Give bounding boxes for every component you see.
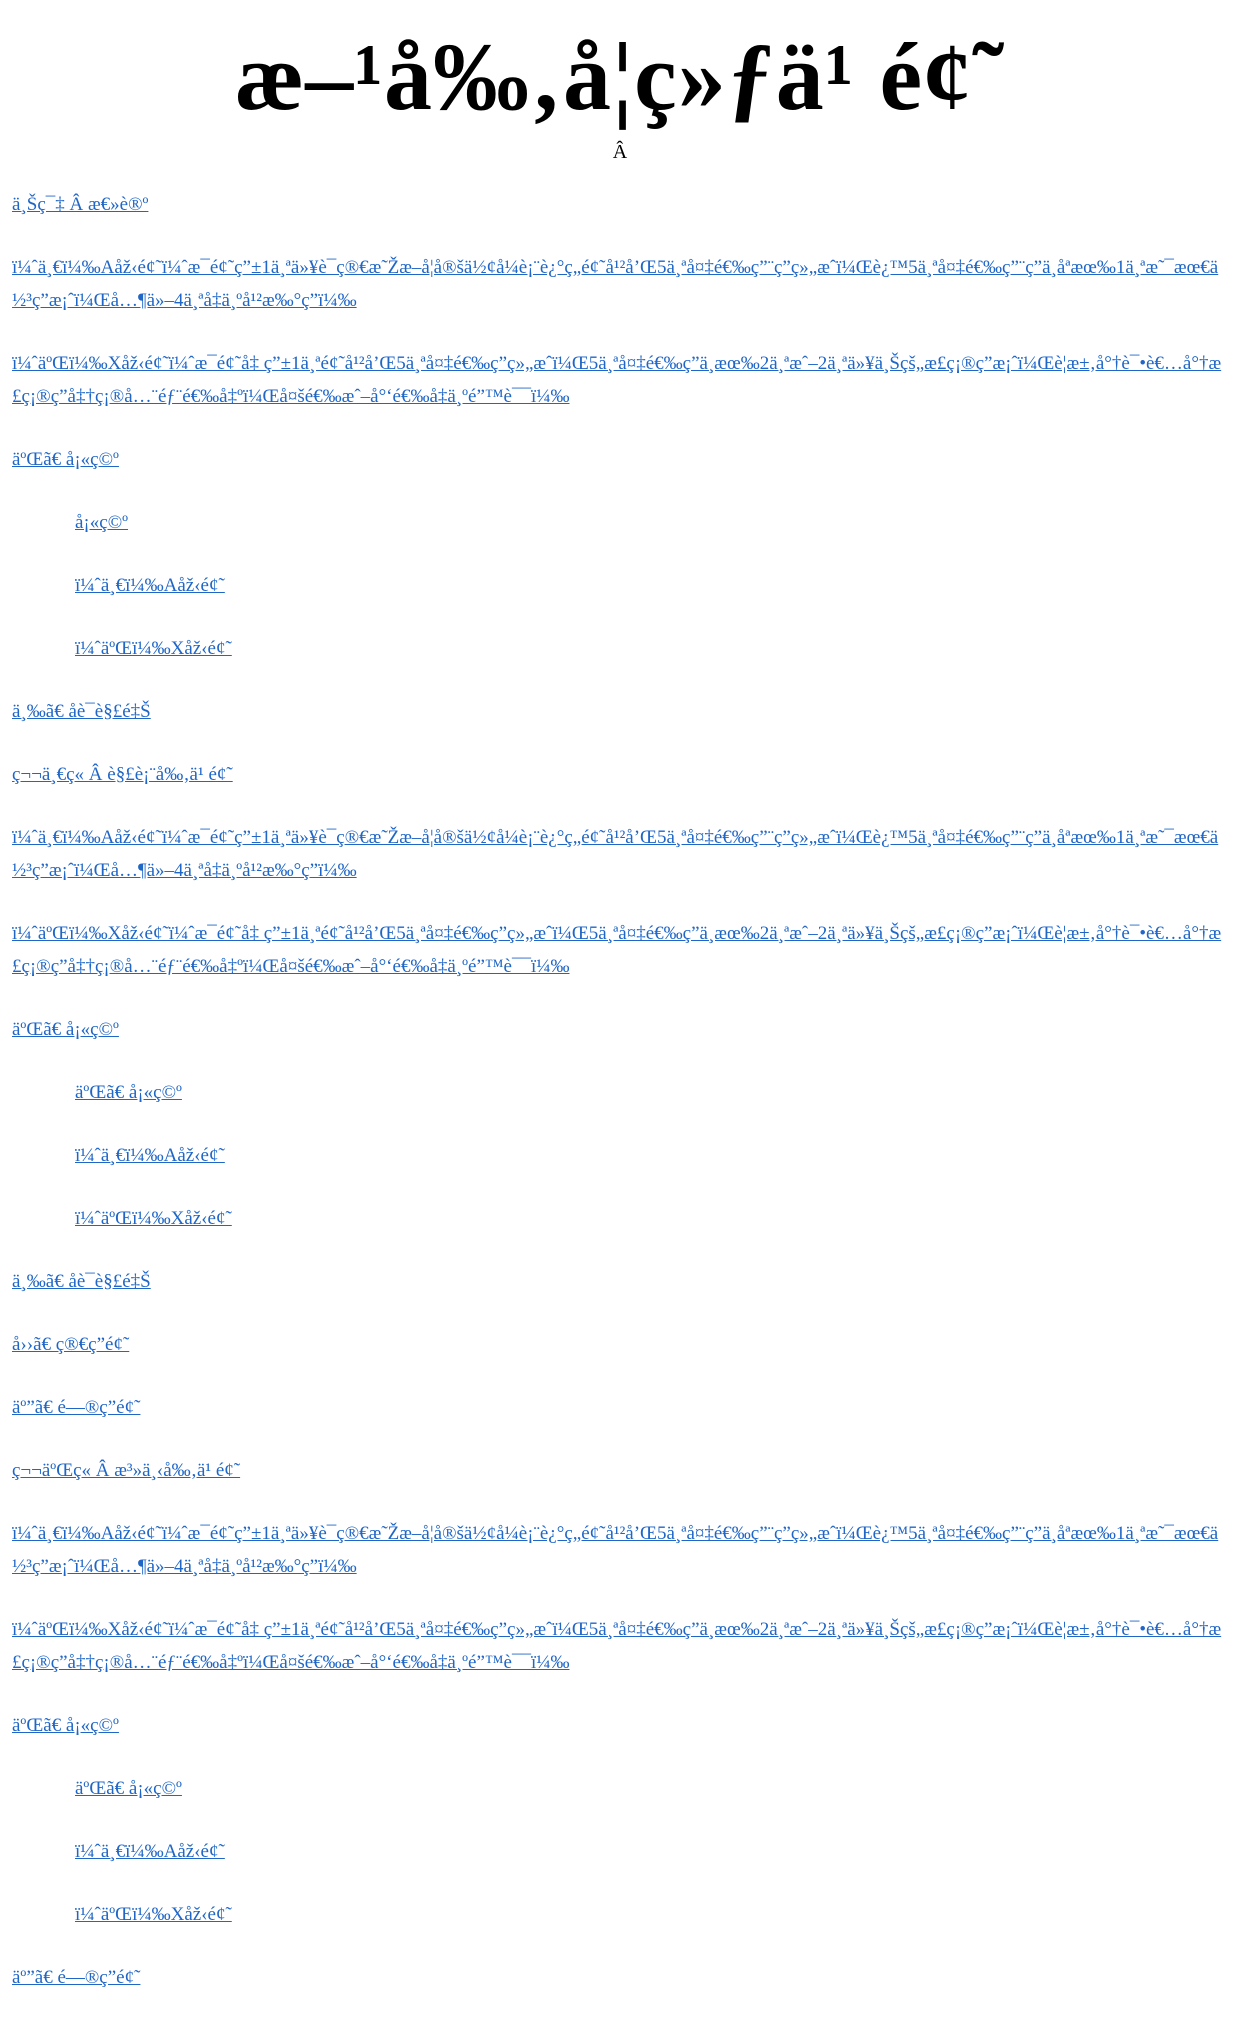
toc-item <box>12 1961 1232 1994</box>
toc-link[interactable]: äº”ã€ é—®ç”é¢˜ <box>12 1967 141 1988</box>
toc-link[interactable]: ï¼ˆäºŒï¼‰Xåž‹é¢˜ <box>75 1904 232 1925</box>
toc-item <box>12 695 1232 728</box>
toc-link[interactable]: äºŒã€ å¡«ç©º <box>12 449 119 470</box>
toc-link[interactable]: ä¸Šç¯‡ Â æ€»è®º <box>12 194 149 215</box>
toc-link[interactable]: äºŒã€ å¡«ç©º <box>75 1778 182 1799</box>
toc-paragraph <box>12 347 1232 413</box>
toc-link[interactable]: ï¼ˆä¸€ï¼‰Aåž‹é¢˜ <box>75 1145 225 1166</box>
toc-link[interactable]: ç¬¬ä¸€ç« Â è§£è¡¨å‰‚ä¹ é¢˜ <box>12 764 233 785</box>
toc-link[interactable]: äº”ã€ é—®ç”é¢˜ <box>12 1397 141 1418</box>
page-title: æ–¹å‰‚å¦ç»ƒä¹ é¢˜ <box>234 23 1006 130</box>
toc-item <box>75 1139 1232 1172</box>
toc-paragraph <box>12 1613 1232 1679</box>
toc-item <box>12 188 1232 221</box>
toc-link[interactable]: äºŒã€ å¡«ç©º <box>12 1715 119 1736</box>
toc-link[interactable]: ï¼ˆä¸€ï¼‰Aåž‹é¢˜ <box>75 575 225 596</box>
toc-item <box>12 1328 1232 1361</box>
toc-link[interactable]: ä¸‰ã€ åè¯è§£é‡Š <box>12 1271 151 1292</box>
toc-link[interactable]: ç¬¬äºŒç« Â æ³»ä¸‹å‰‚ä¹ é¢˜ <box>12 1460 241 1481</box>
toc-paragraph <box>12 821 1232 887</box>
toc-item <box>75 1772 1232 1805</box>
toc-link[interactable]: ä¸‰ã€ åè¯è§£é‡Š <box>12 701 151 722</box>
toc-item <box>75 1835 1232 1868</box>
toc-paragraph-link[interactable]: ï¼ˆäºŒï¼‰Xåž‹é¢˜ï¼ˆæ¯é¢˜å‡ ç”±1ä¸ªé¢˜å¹²å’Œ5ä¸ªå¤‡é€‰ç”ç»„æˆï¼Œ5ä¸ªå¤‡é€‰ç”ä¸æœ‰2ä¸ªæˆ–2ä¸ªä»¥ä¸Šçš„æ£ç¡®ç”æ¡ˆï¼Œè¦æ±‚å°†è¯•è€…å°†æ£ç¡®ç”å‡†ç¡®å…¨éƒ¨é€‰å‡ºï¼Œå¤šé€‰æˆ–å°‘é€‰å‡ä¸ºé”™è¯¯ï¼‰ <box>12 923 1222 977</box>
toc-item <box>12 443 1232 476</box>
toc-item <box>75 569 1232 602</box>
toc-paragraph <box>12 1517 1232 1583</box>
toc-item <box>12 1709 1232 1742</box>
page-subtitle: Â <box>612 141 628 163</box>
toc-item <box>12 1265 1232 1298</box>
toc-item <box>12 758 1232 791</box>
toc-paragraph-link[interactable]: ï¼ˆäºŒï¼‰Xåž‹é¢˜ï¼ˆæ¯é¢˜å‡ ç”±1ä¸ªé¢˜å¹²å’Œ5ä¸ªå¤‡é€‰ç”ç»„æˆï¼Œ5ä¸ªå¤‡é€‰ç”ä¸æœ‰2ä¸ªæˆ–2ä¸ªä»¥ä¸Šçš„æ£ç¡®ç”æ¡ˆï¼Œè¦æ±‚å°†è¯•è€…å°†æ£ç¡®ç”å‡†ç¡®å…¨éƒ¨é€‰å‡ºï¼Œå¤šé€‰æˆ–å°‘é€‰å‡ä¸ºé”™è¯¯ï¼‰ <box>12 353 1222 407</box>
toc-item <box>12 1013 1232 1046</box>
toc-link[interactable]: äºŒã€ å¡«ç©º <box>12 1019 119 1040</box>
toc-item <box>12 1454 1232 1487</box>
toc-paragraph <box>12 251 1232 317</box>
toc-link[interactable]: äºŒã€ å¡«ç©º <box>75 1082 182 1103</box>
toc-link[interactable]: å¡«ç©º <box>75 512 129 533</box>
toc-paragraph-link[interactable]: ï¼ˆäºŒï¼‰Xåž‹é¢˜ï¼ˆæ¯é¢˜å‡ ç”±1ä¸ªé¢˜å¹²å’Œ5ä¸ªå¤‡é€‰ç”ç»„æˆï¼Œ5ä¸ªå¤‡é€‰ç”ä¸æœ‰2ä¸ªæˆ–2ä¸ªä»¥ä¸Šçš„æ£ç¡®ç”æ¡ˆï¼Œè¦æ±‚å°†è¯•è€…å°†æ£ç¡®ç”å‡†ç¡®å…¨éƒ¨é€‰å‡ºï¼Œå¤šé€‰æˆ–å°‘é€‰å‡ä¸ºé”™è¯¯ï¼‰ <box>12 1619 1222 1673</box>
toc-list <box>12 188 1232 2024</box>
toc-link[interactable]: ï¼ˆäºŒï¼‰Xåž‹é¢˜ <box>75 638 232 659</box>
toc-item <box>75 632 1232 665</box>
toc-item <box>75 1898 1232 1931</box>
toc-paragraph-link[interactable]: ï¼ˆä¸€ï¼‰Aåž‹é¢˜ï¼ˆæ¯é¢˜ç”±1ä¸ªä»¥è¯ç®€æ˜Žæ–å¦å®šä½¢å¼è¡¨è¿°ç„é¢˜å¹²å’Œ5ä¸ªå¤‡é€‰ç”¨ç”ç»„æˆï¼Œè¿™5ä¸ªå¤‡é€‰ç”¨ç”ä¸åªæœ‰1ä¸ªæ˜¯æœ€ä½³ç”æ¡ˆï¼Œå…¶ä»–4ä¸ªå‡ä¸ºå¹²æ‰°ç”ï¼‰ <box>12 1523 1219 1577</box>
toc-item <box>75 1076 1232 1109</box>
toc-link[interactable]: ï¼ˆäºŒï¼‰Xåž‹é¢˜ <box>75 1208 232 1229</box>
toc-link[interactable]: å››ã€ ç®€ç”é¢˜ <box>12 1334 130 1355</box>
toc-item <box>75 506 1232 539</box>
toc-paragraph <box>12 917 1232 983</box>
toc-item <box>75 1202 1232 1235</box>
toc-link[interactable]: ï¼ˆä¸€ï¼‰Aåž‹é¢˜ <box>75 1841 225 1862</box>
toc-item <box>12 1391 1232 1424</box>
toc-paragraph-link[interactable]: ï¼ˆä¸€ï¼‰Aåž‹é¢˜ï¼ˆæ¯é¢˜ç”±1ä¸ªä»¥è¯ç®€æ˜Žæ–å¦å®šä½¢å¼è¡¨è¿°ç„é¢˜å¹²å’Œ5ä¸ªå¤‡é€‰ç”¨ç”ç»„æˆï¼Œè¿™5ä¸ªå¤‡é€‰ç”¨ç”ä¸åªæœ‰1ä¸ªæ˜¯æœ€ä½³ç”æ¡ˆï¼Œå…¶ä»–4ä¸ªå‡ä¸ºå¹²æ‰°ç”ï¼‰ <box>12 827 1219 881</box>
toc-paragraph-link[interactable]: ï¼ˆä¸€ï¼‰Aåž‹é¢˜ï¼ˆæ¯é¢˜ç”±1ä¸ªä»¥è¯ç®€æ˜Žæ–å¦å®šä½¢å¼è¡¨è¿°ç„é¢˜å¹²å’Œ5ä¸ªå¤‡é€‰ç”¨ç”ç»„æˆï¼Œè¿™5ä¸ªå¤‡é€‰ç”¨ç”ä¸åªæœ‰1ä¸ªæ˜¯æœ€ä½³ç”æ¡ˆï¼Œå…¶ä»–4ä¸ªå‡ä¸ºå¹²æ‰°ç”ï¼‰ <box>12 257 1219 311</box>
